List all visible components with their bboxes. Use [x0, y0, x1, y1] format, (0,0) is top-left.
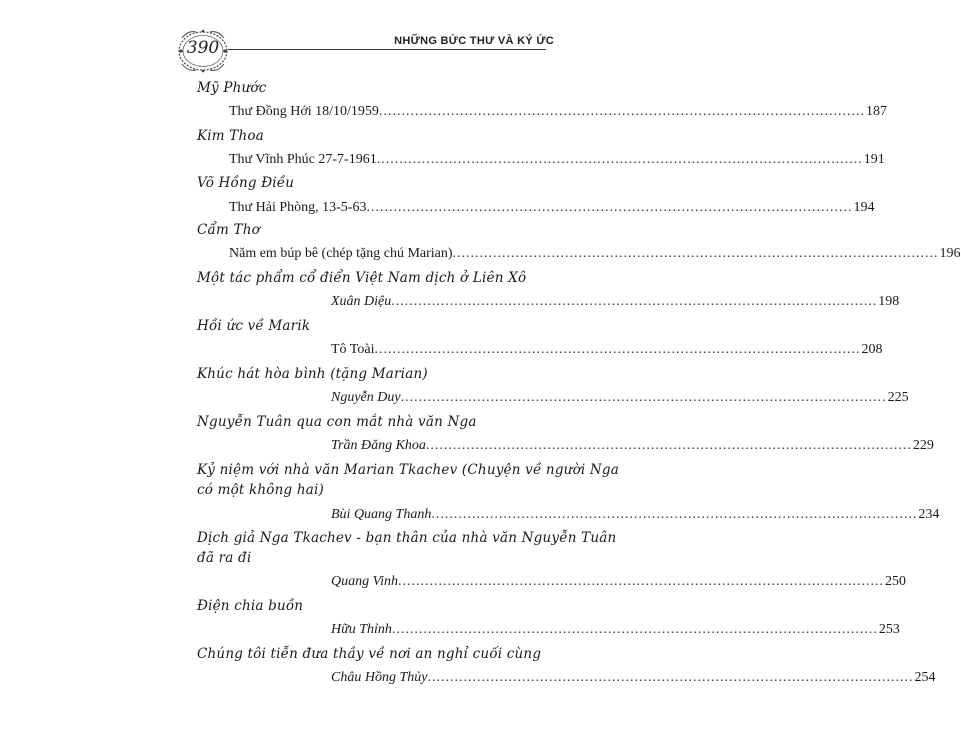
toc-page-number: 191: [863, 152, 885, 167]
toc-entry: [229, 246, 961, 262]
toc-heading: Khúc hát hòa bình (tặng Marian): [197, 366, 428, 382]
toc-heading: Võ Hồng Điều: [197, 175, 295, 191]
toc-entry-author: Hữu Thỉnh: [331, 622, 392, 637]
toc-page-number: 234: [918, 507, 940, 522]
toc-page-number: 250: [885, 574, 907, 589]
toc-leader-dots: ............................................................................................................: [452, 246, 939, 261]
toc-entry: [331, 390, 909, 406]
toc-page-number: 229: [912, 438, 934, 453]
toc-entry-title: Thư Vĩnh Phúc 27-7-1961: [229, 152, 377, 167]
toc-heading: Hồi ức về Marik: [197, 318, 311, 334]
toc-page-number: 225: [887, 390, 909, 405]
toc-heading: Kim Thoa: [197, 128, 264, 144]
toc-leader-dots: ............................................................................................................: [391, 622, 878, 637]
toc-entry: [331, 342, 883, 358]
toc-heading: Điện chia buồn: [197, 598, 304, 614]
toc-entry: [331, 294, 900, 310]
toc-leader-dots: ............................................................................................................: [378, 104, 865, 119]
toc-entry-author: Tô Toài: [331, 342, 375, 357]
toc-page-number: 187: [865, 104, 887, 119]
toc-entry-author: Trần Đăng Khoa: [331, 438, 426, 453]
toc-page-number: 194: [853, 200, 875, 215]
running-header: NHỮNG BỨC THƯ VÀ KÝ ỨC: [394, 35, 554, 47]
toc-entry: [229, 104, 887, 120]
toc-page-number: 253: [878, 622, 900, 637]
toc-entry-author: Nguyễn Duy: [331, 390, 401, 405]
toc-leader-dots: ............................................................................................................: [366, 200, 853, 215]
toc-heading: Chúng tôi tiễn đưa thầy về nơi an nghỉ cuối cùng: [197, 646, 542, 662]
toc-page-number: 208: [861, 342, 883, 357]
toc-heading: Mỹ Phước: [197, 80, 267, 96]
toc-entry-title: Thư Đồng Hới 18/10/1959: [229, 104, 379, 119]
toc-entry: [331, 574, 907, 590]
toc-entry: [331, 622, 900, 638]
toc-entry: [229, 152, 885, 168]
toc-heading: Nguyễn Tuân qua con mắt nhà văn Nga: [197, 414, 477, 430]
toc-entry: [331, 507, 940, 523]
page-number: 390: [186, 38, 220, 58]
toc-heading-continuation: có một không hai): [197, 482, 324, 498]
toc-heading: Dịch giả Nga Tkachev - bạn thân của nhà văn Nguyễn Tuân: [197, 530, 617, 546]
toc-entry-author: Xuân Diệu: [331, 294, 392, 309]
toc-entry: [331, 670, 936, 686]
toc-leader-dots: ............................................................................................................: [376, 152, 863, 167]
toc-entry-author: Quang Vinh: [331, 574, 399, 589]
toc-entry: [229, 200, 875, 216]
toc-heading: Một tác phẩm cổ điển Việt Nam dịch ở Liên Xô: [197, 270, 527, 286]
toc-entry-title: Năm em búp bê (chép tặng chú Marian): [229, 246, 453, 261]
toc-entry: [331, 438, 934, 454]
toc-heading: Cẩm Thơ: [197, 222, 260, 238]
toc-page-number: 198: [878, 294, 900, 309]
toc-entry-author: Bùi Quang Thanh: [331, 507, 432, 522]
toc-entry-title: Thư Hải Phòng, 13-5-63: [229, 200, 367, 215]
toc-leader-dots: ............................................................................................................: [425, 438, 912, 453]
toc-heading: Kỷ niệm với nhà văn Marian Tkachev (Chuyện về người Nga: [197, 462, 620, 478]
toc-entry-author: Châu Hồng Thủy: [331, 670, 428, 685]
toc-leader-dots: ............................................................................................................: [431, 507, 918, 522]
toc-leader-dots: ............................................................................................................: [400, 390, 887, 405]
toc-leader-dots: ............................................................................................................: [398, 574, 885, 589]
toc-page-number: 196: [939, 246, 961, 261]
toc-heading-continuation: đã ra đi: [197, 550, 252, 566]
toc-leader-dots: ............................................................................................................: [374, 342, 861, 357]
toc-leader-dots: ............................................................................................................: [391, 294, 878, 309]
toc-leader-dots: ............................................................................................................: [427, 670, 914, 685]
toc-page-number: 254: [914, 670, 936, 685]
